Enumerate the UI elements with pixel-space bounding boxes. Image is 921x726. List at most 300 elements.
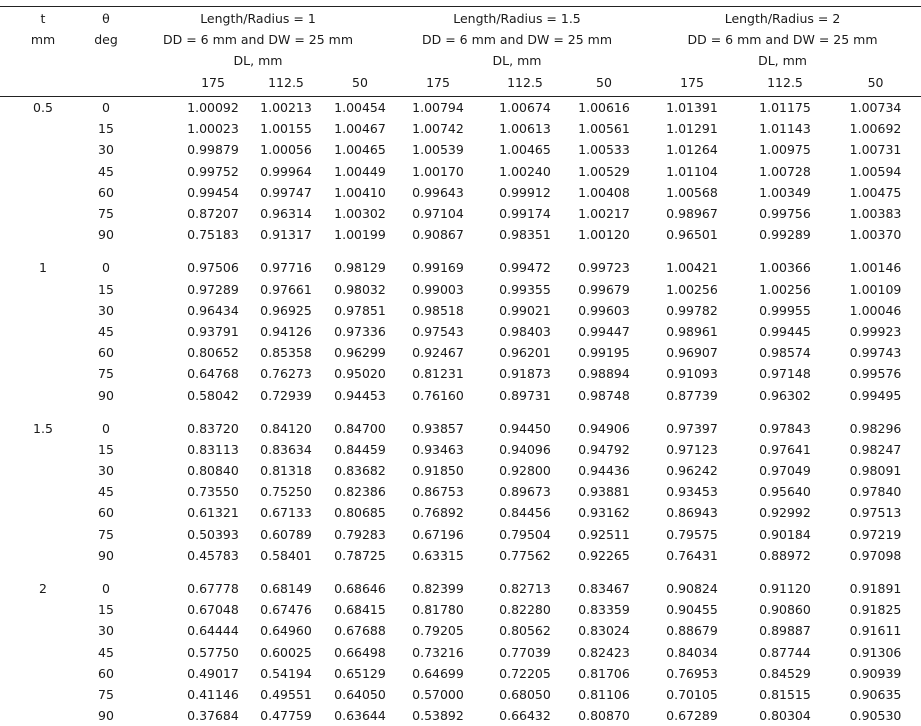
value-cell: 0.86753 — [412, 484, 464, 500]
dl-value-header: 50 — [596, 74, 612, 90]
value-cell: 0.65129 — [334, 665, 386, 681]
value-cell: 0.98247 — [849, 441, 902, 457]
angle-cell: 60 — [98, 184, 114, 200]
thickness-cell — [0, 279, 86, 300]
value-cell: 0.97513 — [849, 505, 902, 521]
value-cell: 0.86943 — [666, 505, 718, 521]
value-cell: 0.67048 — [187, 602, 239, 618]
value-cell: 0.47759 — [260, 708, 312, 724]
thickness-cell — [0, 599, 86, 620]
value-cell: 0.96242 — [666, 463, 718, 479]
value-cell: 0.41146 — [187, 686, 239, 702]
value-cell: 0.82713 — [499, 581, 551, 597]
col-theta-unit: deg — [94, 32, 118, 47]
value-cell: 1.00742 — [412, 121, 464, 137]
thickness-cell — [0, 224, 86, 245]
thickness-cell — [0, 384, 86, 405]
value-cell: 0.57000 — [412, 686, 464, 702]
value-cell: 1.00533 — [578, 142, 630, 158]
value-cell: 1.00109 — [849, 281, 902, 297]
angle-cell: 15 — [98, 602, 114, 618]
table-body — [0, 93, 921, 726]
value-cell: 0.91611 — [849, 623, 902, 639]
value-cell: 0.84456 — [499, 505, 551, 521]
value-cell: 0.96501 — [666, 227, 718, 243]
angle-cell: 30 — [98, 142, 114, 158]
thickness-cell — [0, 182, 86, 203]
value-cell: 0.99912 — [499, 184, 551, 200]
table-row — [0, 663, 921, 684]
value-cell: 0.60789 — [260, 526, 312, 542]
value-cell: 1.00594 — [849, 163, 902, 179]
value-cell: 1.00410 — [334, 184, 386, 200]
data-table — [0, 8, 921, 726]
angle-cell: 90 — [98, 387, 114, 403]
value-cell: 0.99756 — [759, 206, 811, 222]
thickness-cell — [0, 502, 86, 523]
value-cell: 0.80840 — [187, 463, 239, 479]
value-cell: 0.99472 — [499, 260, 551, 276]
value-cell: 0.68646 — [334, 581, 386, 597]
value-cell: 0.96925 — [260, 302, 312, 318]
value-cell: 0.99603 — [578, 302, 630, 318]
value-cell: 0.87207 — [187, 206, 239, 222]
value-cell: 0.67476 — [260, 602, 312, 618]
value-cell: 1.00568 — [666, 184, 718, 200]
value-cell: 0.76431 — [666, 547, 718, 563]
table-row — [0, 481, 921, 502]
value-cell: 0.99643 — [412, 184, 464, 200]
value-cell: 0.77562 — [499, 547, 551, 563]
thickness-cell — [0, 460, 86, 481]
value-cell: 0.79283 — [334, 526, 386, 542]
thickness-cell — [0, 545, 86, 566]
value-cell: 0.91825 — [849, 602, 902, 618]
value-cell: 1.00421 — [666, 260, 718, 276]
dl-value-header: 175 — [201, 74, 225, 90]
angle-cell: 90 — [98, 547, 114, 563]
table-row — [0, 97, 921, 118]
group-3-sub: DD = 6 mm and DW = 25 mm — [687, 32, 878, 47]
value-cell: 0.57750 — [187, 644, 239, 660]
value-cell: 0.83113 — [187, 441, 239, 457]
dl-value-header: 50 — [352, 74, 368, 90]
value-cell: 1.00056 — [260, 142, 312, 158]
value-cell: 1.00120 — [578, 227, 630, 243]
value-cell: 0.76892 — [412, 505, 464, 521]
table-row — [0, 384, 921, 405]
thickness-cell — [0, 139, 86, 160]
dl-value-header: 112.5 — [268, 74, 304, 90]
thickness-cell — [0, 342, 86, 363]
value-cell: 0.99955 — [759, 302, 811, 318]
value-cell: 0.90867 — [412, 227, 464, 243]
value-cell: 1.00217 — [578, 206, 630, 222]
value-cell: 0.99445 — [759, 323, 811, 339]
value-cell: 1.00975 — [759, 142, 811, 158]
value-cell: 0.82423 — [578, 644, 630, 660]
value-cell: 0.50393 — [187, 526, 239, 542]
value-cell: 0.93463 — [412, 441, 464, 457]
value-cell: 0.99289 — [759, 227, 811, 243]
value-cell: 1.00240 — [499, 163, 551, 179]
angle-cell: 45 — [98, 484, 114, 500]
value-cell: 0.94453 — [334, 387, 386, 403]
value-cell: 0.77039 — [499, 644, 551, 660]
value-cell: 0.99355 — [499, 281, 551, 297]
group-1-title: Length/Radius = 1 — [200, 11, 316, 26]
value-cell: 1.00199 — [334, 227, 386, 243]
value-cell: 0.99195 — [578, 345, 630, 361]
value-cell: 0.99723 — [578, 260, 630, 276]
value-cell: 0.97289 — [187, 281, 239, 297]
value-cell: 0.97049 — [759, 463, 811, 479]
value-cell: 0.99782 — [666, 302, 718, 318]
value-cell: 0.68149 — [260, 581, 312, 597]
value-cell: 0.92265 — [578, 547, 630, 563]
value-cell: 0.97843 — [759, 420, 811, 436]
value-cell: 0.98967 — [666, 206, 718, 222]
thickness-cell: 0.5 — [33, 100, 53, 116]
value-cell: 0.67688 — [334, 623, 386, 639]
value-cell: 0.83467 — [578, 581, 630, 597]
value-cell: 0.85358 — [260, 345, 312, 361]
dl-value-header: 112.5 — [767, 74, 803, 90]
table-row — [0, 321, 921, 342]
value-cell: 1.00465 — [334, 142, 386, 158]
dl-value-header: 175 — [680, 74, 704, 90]
value-cell: 0.97851 — [334, 302, 386, 318]
thickness-cell — [0, 439, 86, 460]
thickness-cell: 1.5 — [33, 420, 53, 436]
value-cell: 0.64960 — [260, 623, 312, 639]
col-theta-symbol: θ — [102, 11, 110, 26]
value-cell: 1.00731 — [849, 142, 902, 158]
value-cell: 0.99174 — [499, 206, 551, 222]
value-cell: 0.92800 — [499, 463, 551, 479]
value-cell: 1.00454 — [334, 100, 386, 116]
table-row — [0, 460, 921, 481]
thickness-cell — [0, 300, 86, 321]
value-cell: 0.94450 — [499, 420, 551, 436]
value-cell: 0.95020 — [334, 366, 386, 382]
value-cell: 0.99003 — [412, 281, 464, 297]
table-row — [0, 439, 921, 460]
angle-cell: 45 — [98, 323, 114, 339]
value-cell: 0.66432 — [499, 708, 551, 724]
value-cell: 1.00146 — [849, 260, 902, 276]
value-cell: 0.79575 — [666, 526, 718, 542]
value-cell: 0.91891 — [849, 581, 902, 597]
table-row — [0, 257, 921, 278]
value-cell: 1.00256 — [666, 281, 718, 297]
dl-value-header: 175 — [426, 74, 450, 90]
value-cell: 0.81780 — [412, 602, 464, 618]
value-cell: 0.67196 — [412, 526, 464, 542]
value-cell: 0.81515 — [759, 686, 811, 702]
angle-cell: 75 — [98, 366, 114, 382]
value-cell: 0.94436 — [578, 463, 630, 479]
value-cell: 1.00046 — [849, 302, 902, 318]
value-cell: 0.80562 — [499, 623, 551, 639]
value-cell: 1.00674 — [499, 100, 551, 116]
value-cell: 0.89673 — [499, 484, 551, 500]
value-cell: 0.54194 — [260, 665, 312, 681]
value-cell: 0.49017 — [187, 665, 239, 681]
value-cell: 0.83634 — [260, 441, 312, 457]
value-cell: 0.81706 — [578, 665, 630, 681]
value-cell: 0.53892 — [412, 708, 464, 724]
thickness-cell — [0, 705, 86, 726]
value-cell: 1.00561 — [578, 121, 630, 137]
value-cell: 0.64768 — [187, 366, 239, 382]
value-cell: 0.78725 — [334, 547, 386, 563]
table-row — [0, 161, 921, 182]
table-row — [0, 545, 921, 566]
value-cell: 0.68415 — [334, 602, 386, 618]
angle-cell: 60 — [98, 665, 114, 681]
value-cell: 0.61321 — [187, 505, 239, 521]
table-row — [0, 363, 921, 384]
value-cell: 0.97661 — [260, 281, 312, 297]
top-rule — [0, 6, 921, 7]
value-cell: 0.95640 — [759, 484, 811, 500]
value-cell: 0.84034 — [666, 644, 718, 660]
value-cell: 1.00366 — [759, 260, 811, 276]
value-cell: 0.37684 — [187, 708, 239, 724]
value-cell: 1.00408 — [578, 184, 630, 200]
value-cell: 0.88679 — [666, 623, 718, 639]
value-cell: 1.00370 — [849, 227, 902, 243]
dl-value-header: 112.5 — [507, 74, 543, 90]
value-cell: 0.91850 — [412, 463, 464, 479]
value-cell: 0.97840 — [849, 484, 902, 500]
value-cell: 1.00349 — [759, 184, 811, 200]
col-t-unit: mm — [30, 32, 56, 47]
value-cell: 0.91093 — [666, 366, 718, 382]
value-cell: 0.99021 — [499, 302, 551, 318]
group-2-dl: DL, mm — [492, 53, 542, 68]
value-cell: 1.00692 — [849, 121, 902, 137]
value-cell: 0.80870 — [578, 708, 630, 724]
value-cell: 0.72205 — [499, 665, 551, 681]
angle-cell: 30 — [98, 302, 114, 318]
value-cell: 0.98961 — [666, 323, 718, 339]
value-cell: 1.00302 — [334, 206, 386, 222]
value-cell: 0.99923 — [849, 323, 902, 339]
thickness-cell — [0, 642, 86, 663]
value-cell: 0.67778 — [187, 581, 239, 597]
value-cell: 0.75250 — [260, 484, 312, 500]
thickness-cell — [0, 684, 86, 705]
value-cell: 0.98748 — [578, 387, 630, 403]
value-cell: 1.00529 — [578, 163, 630, 179]
angle-cell: 30 — [98, 463, 114, 479]
value-cell: 1.00170 — [412, 163, 464, 179]
value-cell: 0.98894 — [578, 366, 630, 382]
value-cell: 0.82280 — [499, 602, 551, 618]
angle-cell: 45 — [98, 163, 114, 179]
value-cell: 0.49551 — [260, 686, 312, 702]
thickness-cell — [0, 321, 86, 342]
value-cell: 0.92992 — [759, 505, 811, 521]
value-cell: 0.99679 — [578, 281, 630, 297]
angle-cell: 60 — [98, 345, 114, 361]
value-cell: 0.97506 — [187, 260, 239, 276]
value-cell: 0.83024 — [578, 623, 630, 639]
table-row — [0, 578, 921, 599]
table-row — [0, 300, 921, 321]
value-cell: 0.81231 — [412, 366, 464, 382]
value-cell: 1.01104 — [666, 163, 718, 179]
value-cell: 0.93857 — [412, 420, 464, 436]
value-cell: 0.83682 — [334, 463, 386, 479]
value-cell: 0.58401 — [260, 547, 312, 563]
value-cell: 0.97641 — [759, 441, 811, 457]
value-cell: 1.00728 — [759, 163, 811, 179]
value-cell: 0.63315 — [412, 547, 464, 563]
thickness-cell — [0, 620, 86, 641]
value-cell: 0.91306 — [849, 644, 902, 660]
value-cell: 0.94096 — [499, 441, 551, 457]
value-cell: 0.68050 — [499, 686, 551, 702]
value-cell: 0.97336 — [334, 323, 386, 339]
thickness-cell: 1 — [39, 260, 47, 276]
table-row — [0, 642, 921, 663]
value-cell: 0.76160 — [412, 387, 464, 403]
value-cell: 0.97098 — [849, 547, 902, 563]
value-cell: 0.64699 — [412, 665, 464, 681]
value-cell: 0.99495 — [849, 387, 902, 403]
value-cell: 0.90184 — [759, 526, 811, 542]
thickness-cell — [0, 203, 86, 224]
value-cell: 0.90939 — [849, 665, 902, 681]
value-cell: 0.97397 — [666, 420, 718, 436]
thickness-cell — [0, 481, 86, 502]
value-cell: 0.89887 — [759, 623, 811, 639]
value-cell: 1.00449 — [334, 163, 386, 179]
group-3-dl: DL, mm — [758, 53, 807, 68]
value-cell: 0.45783 — [187, 547, 239, 563]
value-cell: 1.00023 — [187, 121, 239, 137]
value-cell: 0.98574 — [759, 345, 811, 361]
value-cell: 0.80685 — [334, 505, 386, 521]
angle-cell: 90 — [98, 708, 114, 724]
group-1-sub: DD = 6 mm and DW = 25 mm — [162, 32, 354, 47]
value-cell: 0.60025 — [260, 644, 312, 660]
value-cell: 1.00467 — [334, 121, 386, 137]
table-row — [0, 524, 921, 545]
value-cell: 0.88972 — [759, 547, 811, 563]
value-cell: 0.97104 — [412, 206, 464, 222]
value-cell: 0.96907 — [666, 345, 718, 361]
value-cell: 0.58042 — [187, 387, 239, 403]
value-cell: 0.99447 — [578, 323, 630, 339]
value-cell: 0.90530 — [849, 708, 902, 724]
table-row — [0, 279, 921, 300]
group-1-dl: DL, mm — [233, 53, 283, 68]
value-cell: 1.00794 — [412, 100, 464, 116]
value-cell: 0.94906 — [578, 420, 630, 436]
value-cell: 0.87739 — [666, 387, 718, 403]
value-cell: 0.91120 — [759, 581, 811, 597]
value-cell: 0.82399 — [412, 581, 464, 597]
table-row — [0, 599, 921, 620]
value-cell: 0.93453 — [666, 484, 718, 500]
value-cell: 0.82386 — [334, 484, 386, 500]
value-cell: 1.00613 — [499, 121, 551, 137]
value-cell: 0.90860 — [759, 602, 811, 618]
group-2-title: Length/Radius = 1.5 — [453, 11, 581, 26]
value-cell: 0.99747 — [260, 184, 312, 200]
value-cell: 0.81318 — [260, 463, 312, 479]
table-row — [0, 224, 921, 245]
value-cell: 1.00465 — [499, 142, 551, 158]
value-cell: 0.98518 — [412, 302, 464, 318]
value-cell: 0.98296 — [849, 420, 902, 436]
value-cell: 0.84120 — [260, 420, 312, 436]
value-cell: 0.70105 — [666, 686, 718, 702]
value-cell: 0.64050 — [334, 686, 386, 702]
value-cell: 1.00383 — [849, 206, 902, 222]
table-row — [0, 203, 921, 224]
value-cell: 1.00616 — [578, 100, 630, 116]
value-cell: 0.99576 — [849, 366, 902, 382]
value-cell: 1.01291 — [666, 121, 718, 137]
table-row — [0, 620, 921, 641]
value-cell: 0.93881 — [578, 484, 630, 500]
value-cell: 0.97148 — [759, 366, 811, 382]
value-cell: 0.90824 — [666, 581, 718, 597]
value-cell: 0.98351 — [499, 227, 551, 243]
value-cell: 0.98091 — [849, 463, 902, 479]
angle-cell: 0 — [102, 100, 110, 116]
thickness-cell — [0, 161, 86, 182]
thickness-cell: 2 — [39, 581, 47, 597]
dl-value-header: 50 — [867, 74, 884, 90]
value-cell: 1.00155 — [260, 121, 312, 137]
table-row — [0, 705, 921, 726]
value-cell: 0.84459 — [334, 441, 386, 457]
value-cell: 0.99752 — [187, 163, 239, 179]
angle-cell: 30 — [98, 623, 114, 639]
value-cell: 0.99743 — [849, 345, 902, 361]
value-cell: 0.83359 — [578, 602, 630, 618]
value-cell: 1.01391 — [666, 100, 718, 116]
value-cell: 0.90455 — [666, 602, 718, 618]
value-cell: 0.96302 — [759, 387, 811, 403]
table-row — [0, 502, 921, 523]
value-cell: 0.66498 — [334, 644, 386, 660]
value-cell: 0.98403 — [499, 323, 551, 339]
table-row — [0, 118, 921, 139]
value-cell: 1.00256 — [759, 281, 811, 297]
value-cell: 1.00092 — [187, 100, 239, 116]
angle-cell: 90 — [98, 227, 114, 243]
value-cell: 0.84529 — [759, 665, 811, 681]
value-cell: 1.01143 — [759, 121, 811, 137]
value-cell: 0.83720 — [187, 420, 239, 436]
value-cell: 0.96314 — [260, 206, 312, 222]
table-row — [0, 139, 921, 160]
value-cell: 0.80304 — [759, 708, 811, 724]
value-cell: 0.64444 — [187, 623, 239, 639]
value-cell: 0.92511 — [578, 526, 630, 542]
value-cell: 0.99879 — [187, 142, 239, 158]
value-cell: 1.00475 — [849, 184, 902, 200]
value-cell: 0.91317 — [260, 227, 312, 243]
angle-cell: 15 — [98, 121, 114, 137]
